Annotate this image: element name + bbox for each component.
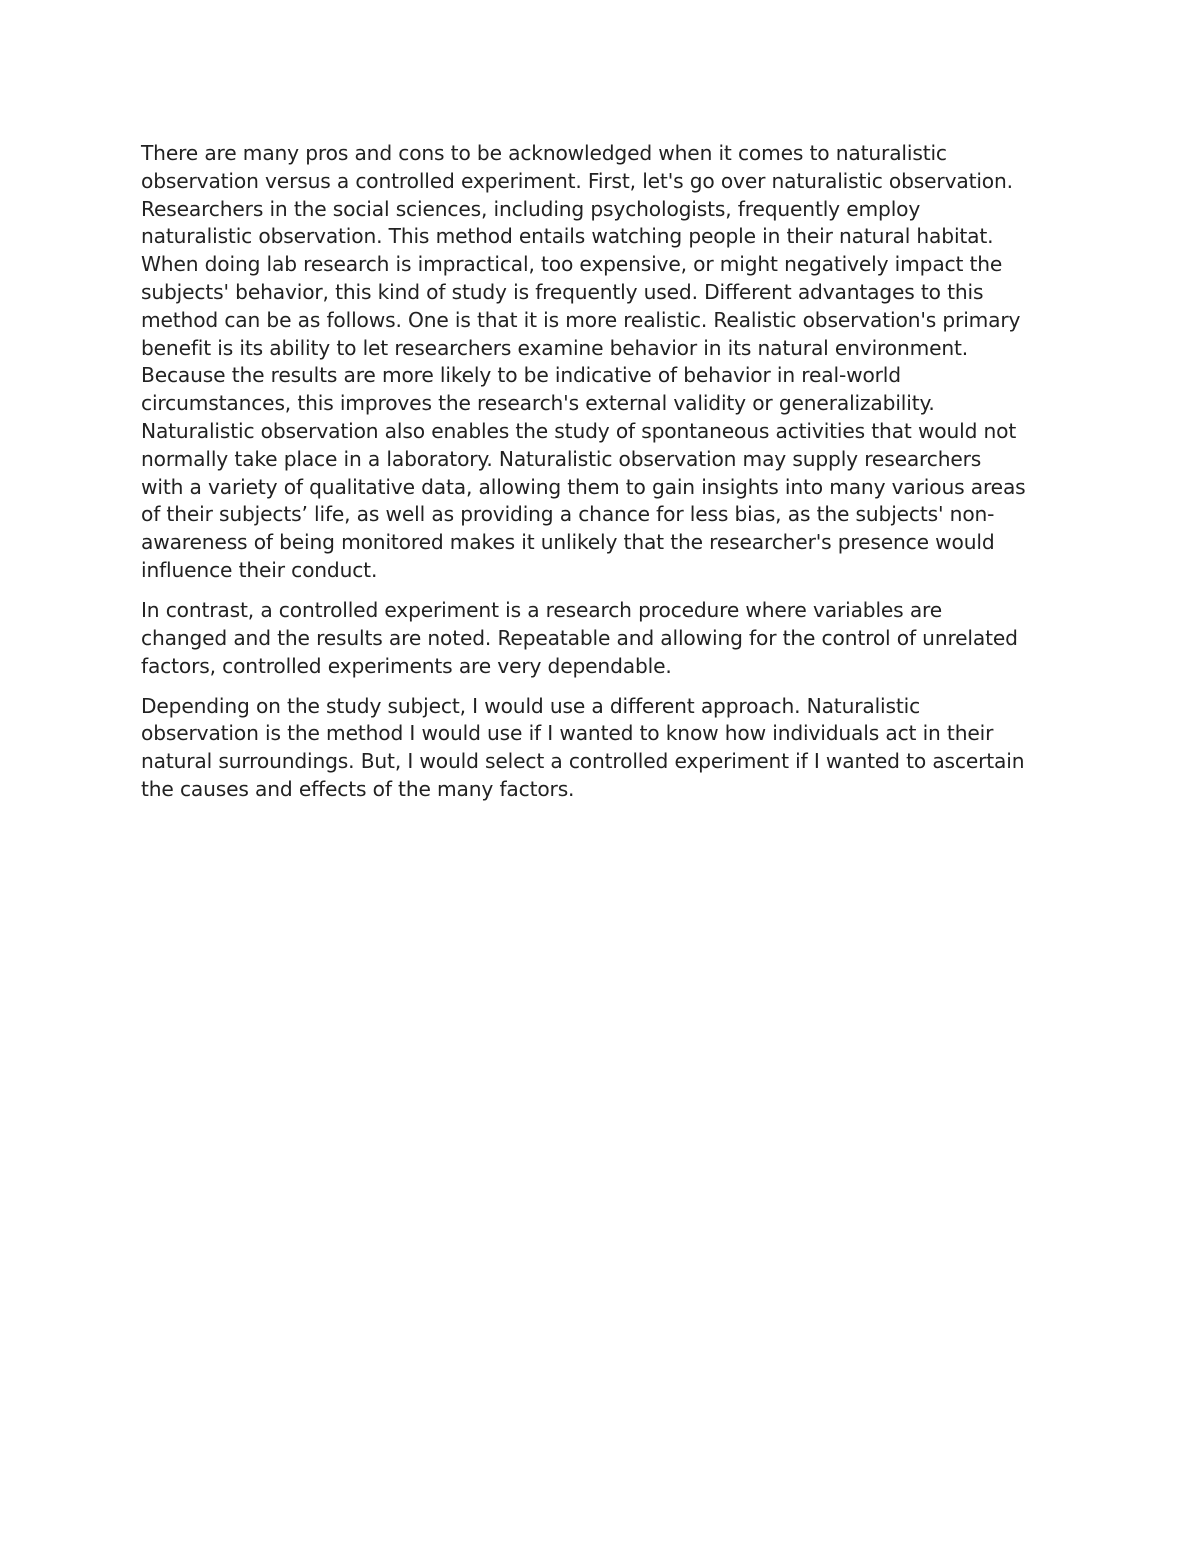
paragraph-naturalistic-observation bbox=[141, 140, 1066, 585]
text-line: changed and the results are noted. Repeatable and allowing for the control of unrelated bbox=[141, 625, 1018, 650]
text-line: the causes and effects of the many factors. bbox=[141, 776, 575, 801]
text-line: awareness of being monitored makes it unlikely that the researcher's presence would bbox=[141, 530, 995, 555]
text-line: observation is the method I would use if I wanted to know how individuals act in their bbox=[141, 721, 994, 746]
text-line: Researchers in the social sciences, including psychologists, frequently employ bbox=[141, 196, 921, 221]
text-line: method can be as follows. One is that it is more realistic. Realistic observation's primary bbox=[141, 307, 1021, 332]
paragraph-conclusion bbox=[141, 693, 1066, 804]
text-line: natural surroundings. But, I would select a controlled experiment if I wanted to ascertain bbox=[141, 749, 1025, 774]
text-line: factors, controlled experiments are very dependable. bbox=[141, 653, 672, 678]
paragraph-controlled-experiment bbox=[141, 597, 1066, 680]
text-line: Naturalistic observation also enables the study of spontaneous activities that would not bbox=[141, 418, 1017, 443]
text-line: subjects' behavior, this kind of study is frequently used. Different advantages to this bbox=[141, 279, 984, 304]
text-line: There are many pros and cons to be acknowledged when it comes to naturalistic bbox=[141, 141, 947, 165]
text-line: Depending on the study subject, I would use a different approach. Naturalistic bbox=[141, 693, 921, 718]
text-line: naturalistic observation. This method entails watching people in their natural habitat. bbox=[141, 224, 994, 249]
text-line: with a variety of qualitative data, allowing them to gain insights into many various areas bbox=[141, 474, 1026, 499]
text-line: normally take place in a laboratory. Naturalistic observation may supply researchers bbox=[141, 446, 982, 471]
text-line: influence their conduct. bbox=[141, 557, 378, 582]
text-line: of their subjects’ life, as well as providing a chance for less bias, as the subjects' non- bbox=[141, 502, 995, 527]
text-line: In contrast, a controlled experiment is a research procedure where variables are bbox=[141, 597, 943, 622]
text-line: circumstances, this improves the research's external validity or generalizability. bbox=[141, 391, 935, 416]
text-line: benefit is its ability to let researchers examine behavior in its natural environment. bbox=[141, 335, 969, 360]
text-line: observation versus a controlled experiment. First, let's go over naturalistic observation. bbox=[141, 168, 1013, 193]
text-line: When doing lab research is impractical, too expensive, or might negatively impact the bbox=[141, 252, 1003, 277]
document-body bbox=[141, 140, 1066, 816]
text-line: Because the results are more likely to be indicative of behavior in real-world bbox=[141, 363, 901, 388]
